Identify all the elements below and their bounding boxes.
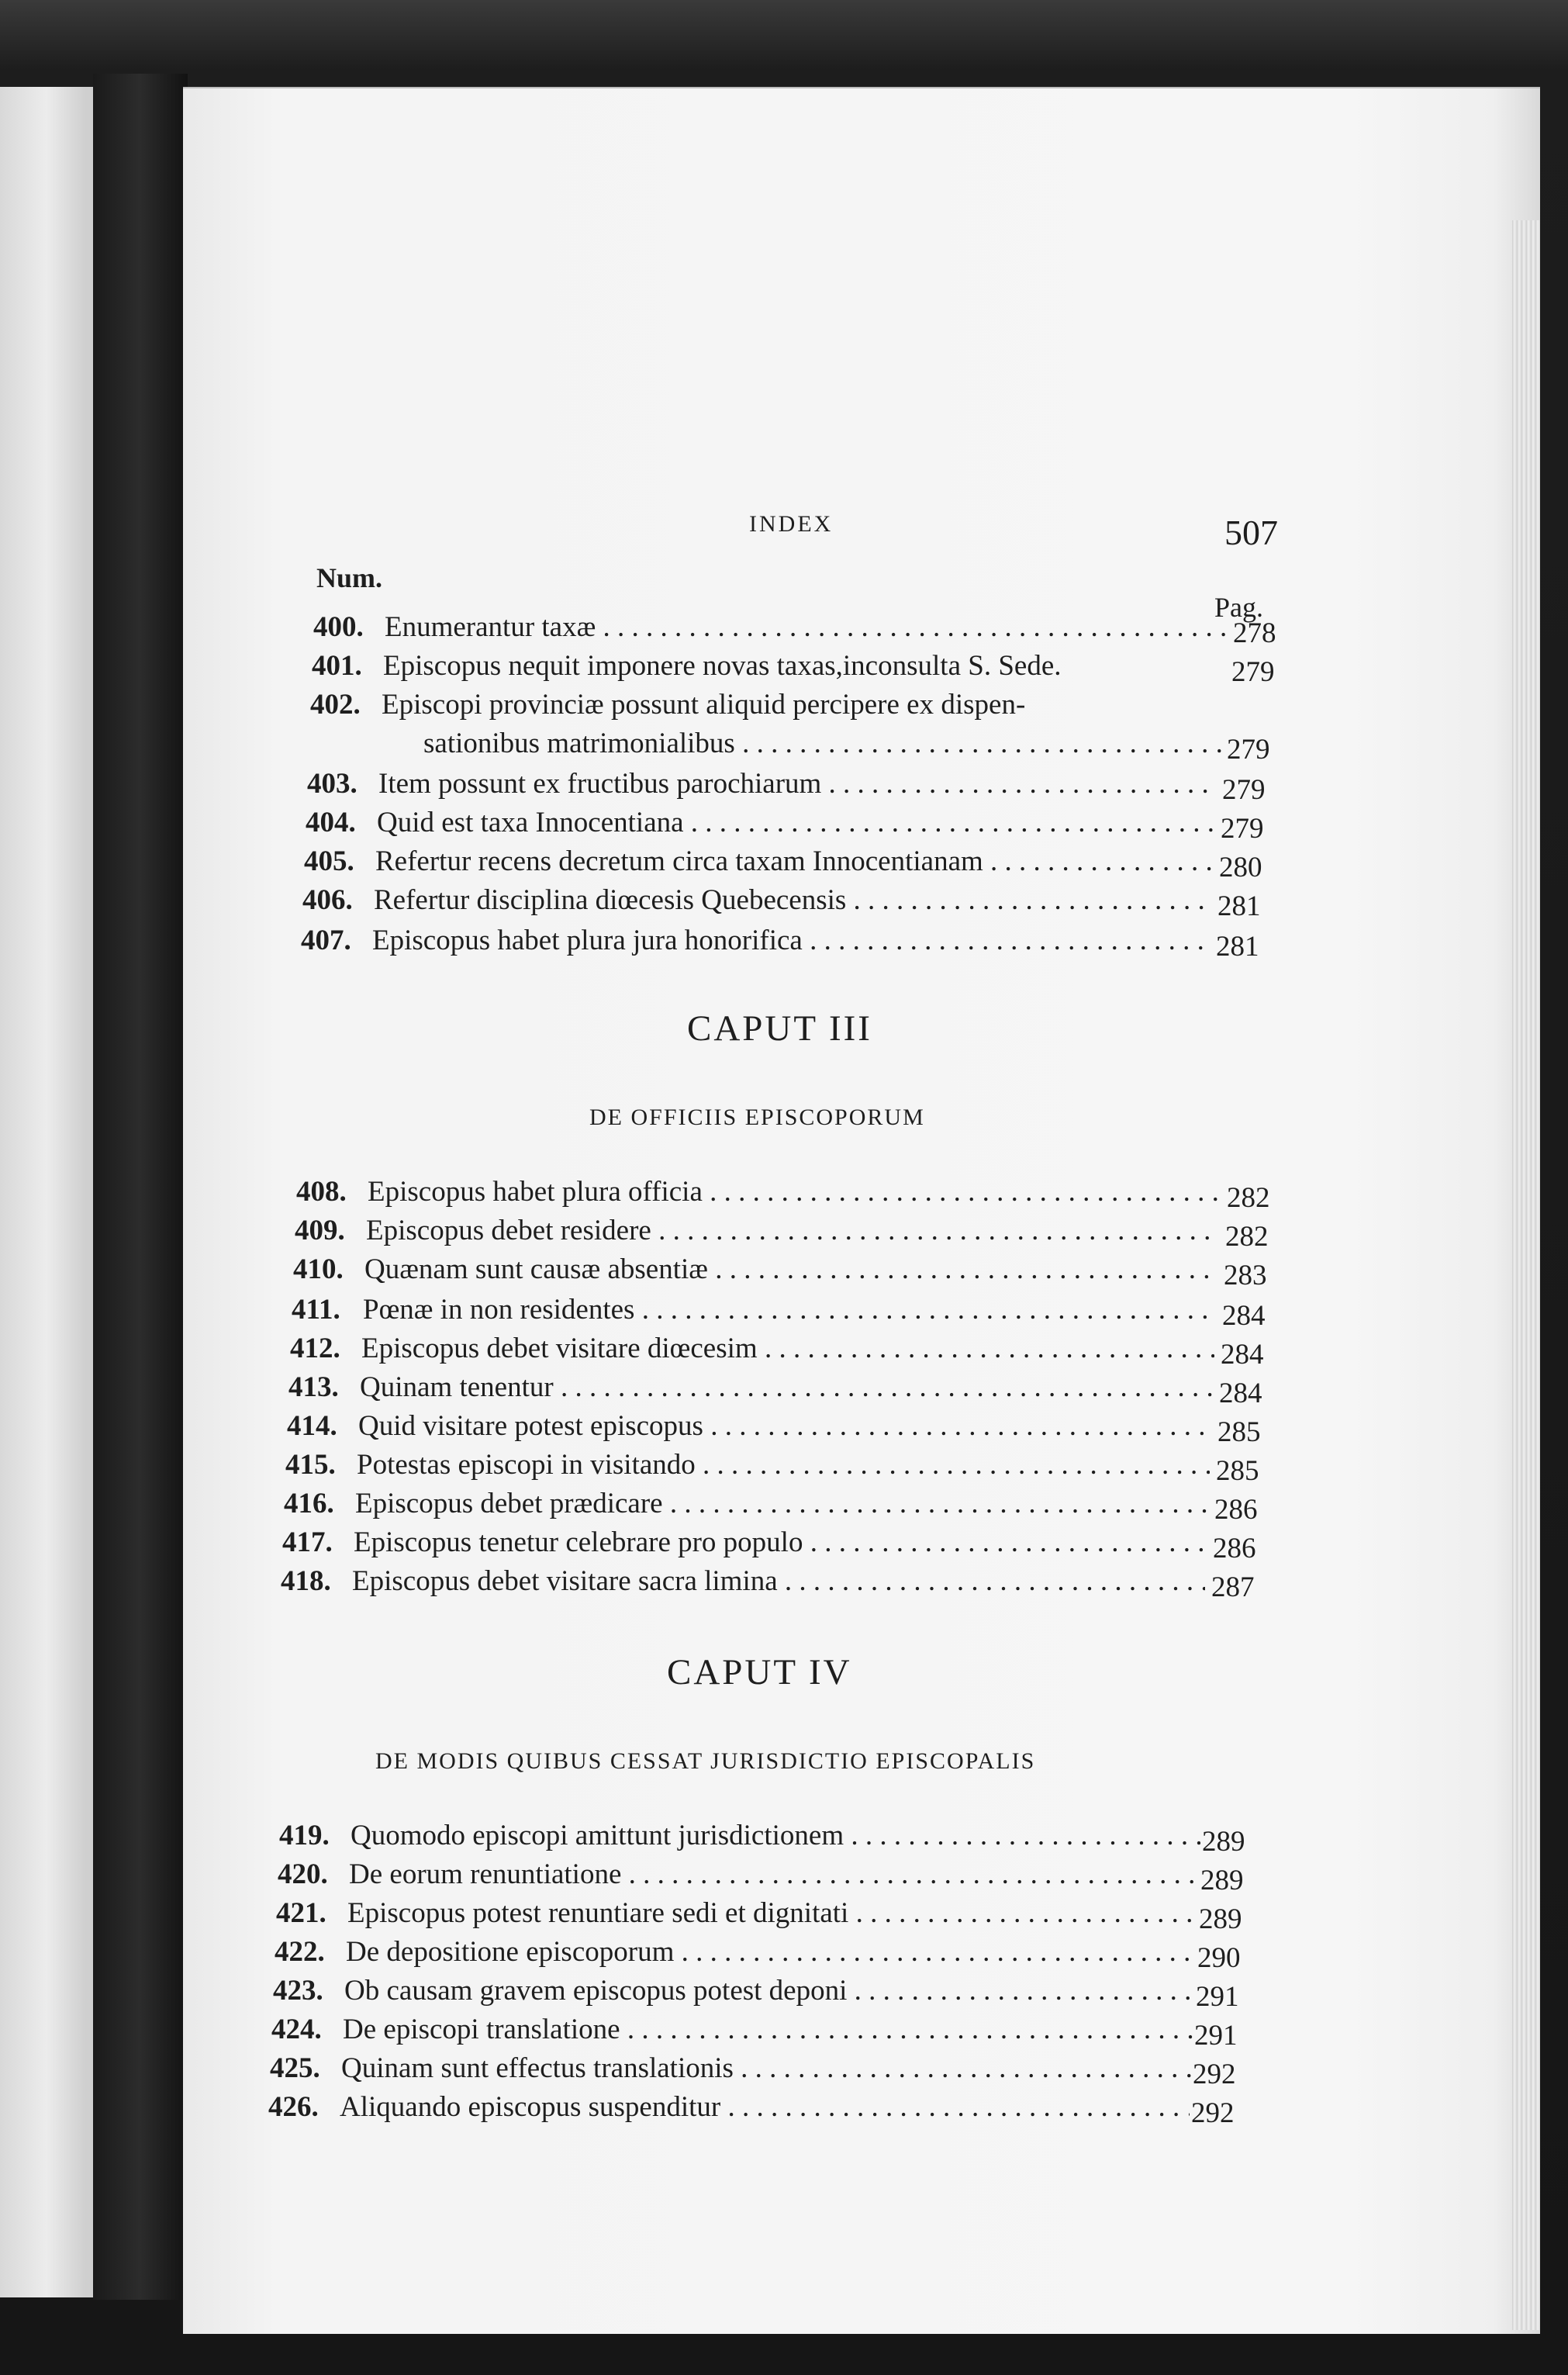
index-entry	[273, 1972, 1242, 2013]
chapter-title: CAPUT III	[687, 1008, 872, 1049]
entry-page: 291	[1194, 2020, 1238, 2052]
facing-page-edge	[0, 87, 93, 2297]
entry-text: Episcopus debet visitare diœcesim . . .	[361, 1329, 1214, 1368]
entry-page: 279	[1221, 813, 1264, 845]
entry-number: 404.	[306, 807, 356, 838]
entry-page: 283	[1224, 1260, 1267, 1291]
entry-text: Pœnæ in non residentes . . .	[363, 1291, 1216, 1329]
index-entry	[292, 1291, 1266, 1332]
entry-page: 278	[1233, 617, 1276, 649]
entry-number: 426.	[268, 2091, 319, 2123]
entry-number: 420.	[278, 1858, 328, 1890]
entry-number: 414.	[287, 1410, 337, 1442]
entry-page: 291	[1196, 1981, 1239, 2013]
index-entry	[270, 2049, 1239, 2088]
chapter-title: CAPUT IV	[667, 1652, 852, 1692]
entry-page: 289	[1200, 1865, 1244, 1896]
entry-number: 408.	[296, 1176, 347, 1208]
entry-text: Aliquando episcopus suspenditur . . .	[340, 2088, 1190, 2127]
index-entry	[310, 686, 1280, 724]
entry-number: 424.	[271, 2014, 322, 2045]
entry-text: Potestas episcopi in visitando . . .	[357, 1446, 1210, 1485]
entry-page: 292	[1191, 2097, 1235, 2129]
entry-page: 289	[1199, 1903, 1242, 1935]
entry-page: 281	[1216, 931, 1259, 963]
index-entry	[271, 2010, 1241, 2052]
entry-page: 282	[1225, 1221, 1269, 1253]
entry-number: 423.	[273, 1975, 323, 2007]
entry-text: Quinam tenentur . . .	[360, 1368, 1213, 1407]
entry-text: Quomodo episcopi amittunt jurisdictionem . . .	[351, 1817, 1200, 1855]
entry-text: Episcopus potest renuntiare sedi et dignitati . . .	[347, 1894, 1197, 1933]
entry-page: 287	[1211, 1571, 1255, 1603]
index-entry	[275, 1933, 1244, 1972]
entry-page: 284	[1219, 1378, 1262, 1409]
index-entry	[287, 1407, 1261, 1448]
entry-text: Episcopus habet plura officia . . .	[368, 1173, 1221, 1212]
entry-text: Quænam sunt causæ absentiæ . . .	[364, 1250, 1217, 1289]
index-entry	[288, 1368, 1262, 1409]
entry-text: Episcopus nequit imponere novas taxas,inconsulta S. Sede.	[383, 650, 1062, 682]
entry-number: 421.	[276, 1897, 326, 1929]
entry-text: Quinam sunt effectus translationis . . .	[341, 2049, 1191, 2088]
index-entry	[282, 1523, 1256, 1564]
entry-number: 411.	[292, 1294, 340, 1326]
index-entry	[278, 1855, 1247, 1894]
index-entry	[290, 1329, 1264, 1371]
index-entry	[304, 842, 1273, 881]
entry-text: Refertur recens decretum circa taxam Innocentianam . . .	[375, 842, 1213, 881]
chapter-subtitle: DE MODIS QUIBUS CESSAT JURISDICTIO EPISCOPALIS	[375, 1748, 1036, 1774]
entry-number: 400.	[313, 611, 364, 643]
index-entry	[307, 765, 1276, 804]
index-entry	[306, 804, 1275, 845]
entry-text: Refertur disciplina diœcesis Quebecensis . . .	[374, 881, 1211, 920]
entry-page: 292	[1193, 2059, 1236, 2090]
entry-number: 402.	[310, 689, 361, 721]
entry-number: 417.	[282, 1526, 333, 1558]
entry-number: 406.	[302, 884, 353, 916]
index-entry	[285, 1446, 1259, 1487]
book-page	[183, 87, 1540, 2334]
column-pag-label: Pag.	[1214, 592, 1263, 623]
entry-page: 279	[1222, 774, 1266, 806]
entry-text: Episcopus debet prædicare . . .	[355, 1485, 1208, 1523]
entry-number: 415.	[285, 1449, 336, 1481]
index-entry	[296, 1173, 1270, 1214]
entry-page: 284	[1222, 1300, 1266, 1332]
column-num-label: Num.	[316, 562, 383, 593]
entry-number: 412.	[290, 1333, 340, 1364]
chapter-subtitle: DE OFFICIIS EPISCOPORUM	[589, 1105, 925, 1130]
entry-page: 285	[1216, 1455, 1259, 1487]
entry-number: 405.	[304, 845, 354, 877]
index-entry	[302, 881, 1272, 920]
entry-page: 281	[1217, 890, 1261, 922]
index-entry	[313, 608, 1283, 647]
entry-text: Episcopus habet plura jura honorifica . . .	[372, 921, 1210, 960]
entry-page: 285	[1217, 1416, 1261, 1448]
entry-number: 403.	[307, 768, 357, 800]
entry-page: 290	[1197, 1942, 1241, 1974]
entry-page: 279	[1231, 656, 1275, 688]
index-entry	[281, 1562, 1255, 1603]
entry-number: 422.	[275, 1936, 325, 1968]
entry-text: De episcopi translatione . . .	[343, 2010, 1193, 2049]
index-entry	[284, 1485, 1258, 1526]
entry-text: Enumerantur taxæ . . .	[385, 608, 1230, 647]
entry-number: 410.	[293, 1253, 344, 1285]
entry-number: 413.	[288, 1371, 339, 1403]
entry-text: Ob causam gravem episcopus potest deponi . . .	[344, 1972, 1194, 2010]
entry-text: Episcopi provinciæ possunt aliquid percipere ex dispen-	[382, 689, 1026, 721]
entry-page: 279	[1227, 734, 1270, 766]
entry-number: 419.	[279, 1820, 330, 1851]
index-entry	[310, 724, 1280, 766]
entry-text: sationibus matrimonialibus . . .	[423, 724, 1222, 763]
entry-page: 282	[1227, 1182, 1270, 1214]
index-entry	[279, 1817, 1249, 1858]
page-fore-edge	[1512, 220, 1540, 2330]
entry-text: Episcopus tenetur celebrare pro populo . . .	[354, 1523, 1207, 1562]
entry-page: 286	[1214, 1494, 1258, 1526]
entry-number: 425.	[270, 2052, 320, 2084]
running-head: INDEX	[749, 511, 834, 537]
entry-page: 289	[1202, 1826, 1245, 1858]
index-entry	[276, 1894, 1245, 1933]
index-entry	[312, 647, 1281, 686]
entry-text: Episcopus debet residere . . .	[366, 1212, 1219, 1250]
entry-number: 409.	[295, 1215, 345, 1246]
entry-number: 401.	[312, 650, 362, 682]
entry-text: Quid visitare potest episcopus . . .	[358, 1407, 1211, 1446]
entry-number: 418.	[281, 1565, 331, 1597]
book-spine	[93, 74, 188, 2300]
entry-text: De depositione episcoporum . . .	[346, 1933, 1196, 1972]
entry-number: 407.	[301, 925, 351, 956]
entry-text: Item possunt ex fructibus parochiarum . . .	[378, 765, 1216, 804]
index-entry	[293, 1250, 1267, 1291]
entry-page: 280	[1219, 852, 1262, 883]
index-entry	[301, 921, 1270, 963]
entry-number: 416.	[284, 1488, 334, 1519]
page-number: 507	[1224, 513, 1278, 552]
index-entry	[295, 1212, 1269, 1253]
entry-page: 286	[1213, 1533, 1256, 1564]
entry-text: De eorum renuntiatione . . .	[349, 1855, 1199, 1894]
entry-page: 284	[1221, 1339, 1264, 1371]
entry-text: Quid est taxa Innocentiana . . .	[377, 804, 1214, 842]
index-entry	[268, 2088, 1238, 2127]
entry-text: Episcopus debet visitare sacra limina . . .	[352, 1562, 1205, 1601]
